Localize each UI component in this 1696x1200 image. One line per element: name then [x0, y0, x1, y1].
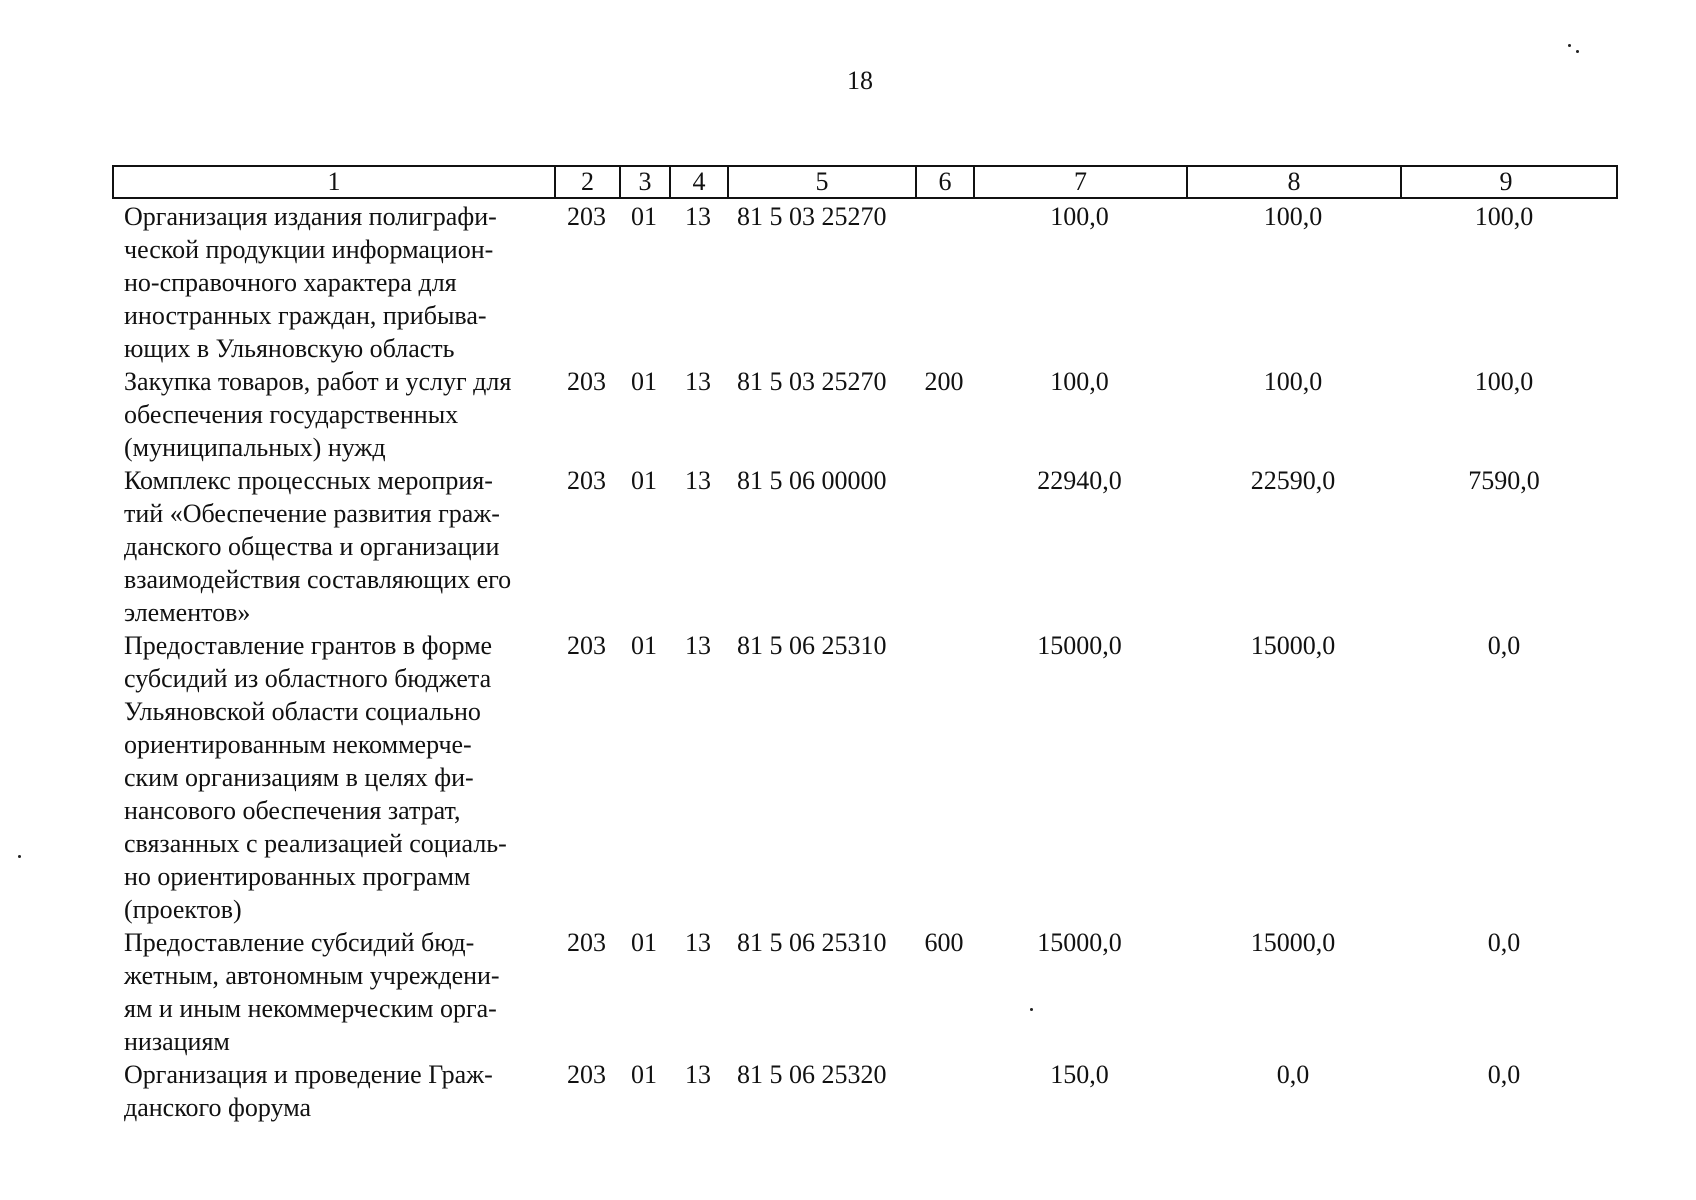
- cell-target-article: 81 5 06 25310: [737, 928, 887, 957]
- column-header: 4: [671, 167, 729, 197]
- row-name: Закупка товаров, работ и услуг для обеспечения государственных (муниципальных) нужд: [124, 367, 512, 462]
- cell-section: 01: [631, 928, 657, 957]
- cell-subsection: 13: [685, 466, 711, 495]
- table-row: [112, 464, 1618, 629]
- cell-amount-8: 100,0: [1263, 202, 1323, 231]
- cell-amount-9: 0,0: [1487, 928, 1521, 957]
- cell-expense-type: 600: [924, 928, 964, 957]
- column-header: 3: [621, 167, 671, 197]
- scan-speck: [18, 855, 21, 858]
- cell-section: 01: [631, 367, 657, 396]
- row-name: Организация издания полиграфи- ческой продукции информацион- но-справочного характера для иностранных граждан, прибыва- ющих в Ульяновскую область: [124, 202, 497, 363]
- cell-code-ministry: 203: [567, 928, 606, 957]
- cell-section: 01: [631, 631, 657, 660]
- table-body: [112, 200, 1618, 1124]
- table-row: [112, 1058, 1618, 1124]
- cell-target-article: 81 5 03 25270: [737, 367, 887, 396]
- row-name: Предоставление грантов в форме субсидий из областного бюджета Ульяновской области социально ориентированным некоммерче- ским организациям в целях фи- нансового обеспечения затрат, связанных с реализацией социаль- но ориентированных программ (проектов): [124, 631, 507, 924]
- table-row: [112, 629, 1618, 926]
- column-header: 6: [917, 167, 975, 197]
- cell-code-ministry: 203: [567, 631, 606, 660]
- scan-speck: [1576, 50, 1579, 53]
- page-number: 18: [847, 66, 873, 95]
- cell-expense-type: 200: [924, 367, 964, 396]
- cell-section: 01: [631, 202, 657, 231]
- cell-amount-8: 0,0: [1276, 1060, 1310, 1089]
- cell-expense-type: [915, 1058, 973, 1124]
- cell-amount-8: 100,0: [1263, 367, 1323, 396]
- cell-amount-7: 15000,0: [1037, 928, 1122, 957]
- row-name: Организация и проведение Граж- данского форума: [124, 1060, 493, 1122]
- cell-section: 01: [631, 1060, 657, 1089]
- cell-subsection: 13: [685, 631, 711, 660]
- cell-code-ministry: 203: [567, 466, 606, 495]
- cell-amount-7: 22940,0: [1037, 466, 1122, 495]
- table-row: [112, 365, 1618, 464]
- cell-amount-8: 15000,0: [1250, 631, 1336, 660]
- cell-amount-8: 22590,0: [1250, 466, 1336, 495]
- cell-subsection: 13: [685, 1060, 711, 1089]
- cell-amount-9: 100,0: [1474, 367, 1534, 396]
- cell-subsection: 13: [685, 367, 711, 396]
- cell-amount-7: 100,0: [1050, 202, 1109, 231]
- column-header: 9: [1499, 167, 1513, 196]
- cell-target-article: 81 5 06 25320: [737, 1060, 887, 1089]
- cell-subsection: 13: [685, 202, 711, 231]
- cell-amount-7: 150,0: [1050, 1060, 1109, 1089]
- cell-code-ministry: 203: [567, 202, 606, 231]
- cell-amount-9: 0,0: [1487, 631, 1521, 660]
- cell-target-article: 81 5 06 25310: [737, 631, 887, 660]
- scan-speck: [1568, 44, 1571, 47]
- cell-amount-8: 15000,0: [1250, 928, 1336, 957]
- cell-code-ministry: 203: [567, 367, 606, 396]
- cell-target-article: 81 5 03 25270: [737, 202, 887, 231]
- column-header: 1: [114, 167, 556, 197]
- cell-code-ministry: 203: [567, 1060, 606, 1089]
- row-name: Предоставление субсидий бюд- жетным, автономным учреждени- ям и иным некоммерческим орга- низациям: [124, 928, 500, 1056]
- cell-target-article: 81 5 06 00000: [737, 466, 887, 495]
- cell-expense-type: [915, 464, 973, 629]
- cell-amount-7: 15000,0: [1037, 631, 1122, 660]
- table-row: [112, 200, 1618, 365]
- table-row: [112, 926, 1618, 1058]
- row-name: Комплекс процессных мероприя- тий «Обеспечение развития граж- данского общества и организации взаимодействия составляющих его элементов»: [124, 466, 512, 627]
- cell-amount-9: 100,0: [1474, 202, 1534, 231]
- cell-expense-type: [915, 629, 973, 926]
- cell-amount-9: 0,0: [1487, 1060, 1521, 1089]
- cell-expense-type: [915, 200, 973, 365]
- column-header: 8: [1188, 167, 1402, 197]
- cell-amount-7: 100,0: [1050, 367, 1109, 396]
- column-header: 2: [556, 167, 621, 197]
- column-header: 5: [729, 167, 917, 197]
- cell-amount-9: 7590,0: [1468, 466, 1540, 495]
- column-header: 7: [975, 167, 1188, 197]
- table-header: [112, 165, 1618, 199]
- cell-subsection: 13: [685, 928, 711, 957]
- cell-section: 01: [631, 466, 657, 495]
